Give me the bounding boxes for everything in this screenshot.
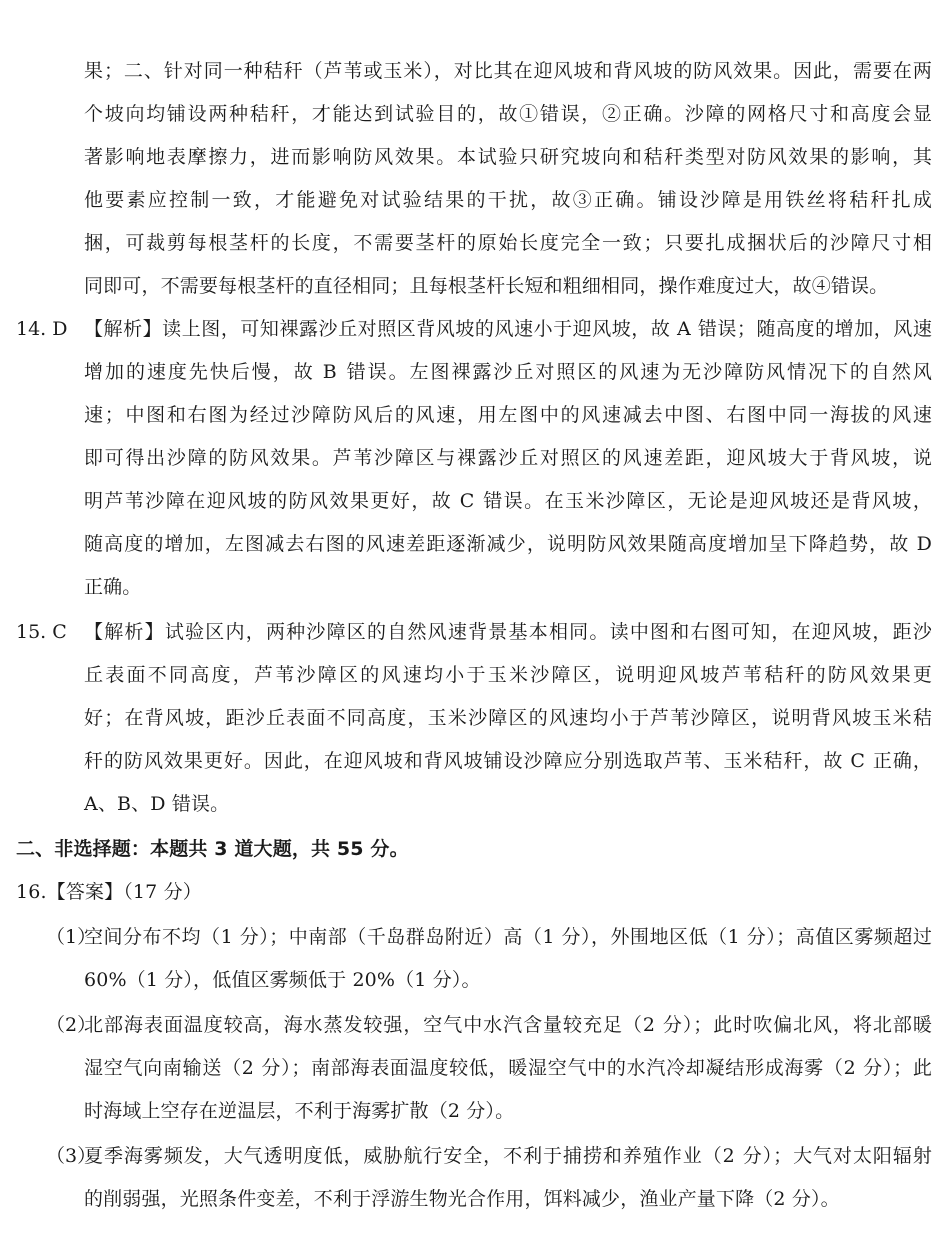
section-heading: 二、非选择题：本题共 3 道大题，共 55 分。: [16, 838, 409, 860]
q14-line-5: 明芦苇沙障在迎风坡的防风效果更好，故 C 错误。在玉米沙障区，无论是迎风坡还是背风坡，: [84, 490, 934, 512]
q14-number: 14. D: [16, 318, 68, 340]
q15-line-3: 好；在背风坡，距沙丘表面不同高度，玉米沙障区的风速均小于芦苇沙障区，说明背风坡玉米秸: [84, 707, 934, 729]
q15-line-4: 秆的防风效果更好。因此，在迎风坡和背风坡铺设沙障应分别选取芦苇、玉米秸秆，故 C 正确，: [84, 750, 933, 772]
q16-part2-line-3: 时海域上空存在逆温层，不利于海雾扩散（2 分）。: [84, 1100, 515, 1122]
q14-line-2: 增加的速度先快后慢，故 B 错误。左图裸露沙丘对照区的风速为无沙障防风情况下的自然风: [84, 361, 934, 383]
q13-line-6: 同即可，不需要每根茎杆的直径相同；且每根茎杆长短和粗细相同，操作难度过大，故④错误。: [84, 275, 889, 297]
q14-line-3: 速；中图和右图为经过沙障防风后的风速，用左图中的风速减去中图、右图中同一海拔的风速: [84, 404, 934, 426]
q13-line-2: 个坡向均铺设两种秸秆，才能达到试验目的，故①错误，②正确。沙障的网格尺寸和高度会显: [84, 103, 934, 125]
q14-line-4: 即可得出沙障的防风效果。芦苇沙障区与裸露沙丘对照区的风速差距，迎风坡大于背风坡，说: [84, 447, 934, 469]
q16-part3-line-1: 夏季海雾频发，大气透明度低，威胁航行安全，不利于捕捞和养殖作业（2 分）；大气对太阳辐射: [84, 1145, 933, 1167]
q16-part2-line-2: 湿空气向南输送（2 分）；南部海表面温度较低，暖湿空气中的水汽冷却凝结形成海雾（2 分）；此: [84, 1057, 933, 1079]
q13-line-5: 捆，可裁剪每根茎杆的长度，不需要茎杆的原始长度完全一致；只要扎成捆状后的沙障尺寸相: [84, 232, 934, 254]
q13-line-1: 果；二、针对同一种秸秆（芦苇或玉米），对比其在迎风坡和背风坡的防风效果。因此，需要在两: [84, 60, 933, 82]
q15-line-1: 【解析】试验区内，两种沙障区的自然风速背景基本相同。读中图和右图可知，在迎风坡，距沙: [84, 621, 934, 643]
q16-part3-line-2: 的削弱强，光照条件变差，不利于浮游生物光合作用，饵料减少，渔业产量下降（2 分）。: [84, 1188, 840, 1210]
q15-line-2: 丘表面不同高度，芦苇沙障区的风速均小于玉米沙障区，说明迎风坡芦苇秸秆的防风效果更: [84, 664, 935, 686]
q13-line-3: 著影响地表摩擦力，进而影响防风效果。本试验只研究坡向和秸秆类型对防风效果的影响，其: [84, 146, 934, 168]
q16-header: 16.【答案】（17 分）: [16, 881, 202, 903]
q13-line-4: 他要素应控制一致，才能避免对试验结果的干扰，故③正确。铺设沙障是用铁丝将秸秆扎成: [84, 189, 935, 211]
q16-part1-line-1: 空间分布不均（1 分）；中南部（千岛群岛附近）高（1 分），外围地区低（1 分）；高值区雾频超过: [84, 926, 933, 948]
q14-line-6: 随高度的增加，左图减去右图的风速差距逐渐减少，说明防风效果随高度增加呈下降趋势，故 D: [84, 533, 933, 555]
q16-part2-label: （2）: [46, 1014, 97, 1036]
q16-part2-line-1: 北部海表面温度较高，海水蒸发较强，空气中水汽含量较充足（2 分）；此时吹偏北风，将北部暖: [84, 1014, 933, 1036]
q16-part1-line-2: 60%（1 分），低值区雾频低于 20%（1 分）。: [84, 969, 481, 991]
q14-line-1: 【解析】读上图，可知裸露沙丘对照区背风坡的风速小于迎风坡，故 A 错误；随高度的增加，风速: [84, 318, 933, 340]
q15-line-5: A、B、D 错误。: [84, 793, 230, 815]
q14-line-7: 正确。: [84, 576, 142, 598]
q15-number: 15. C: [16, 621, 67, 643]
q16-part1-label: （1）: [46, 926, 97, 948]
q16-part3-label: （3）: [46, 1145, 97, 1167]
